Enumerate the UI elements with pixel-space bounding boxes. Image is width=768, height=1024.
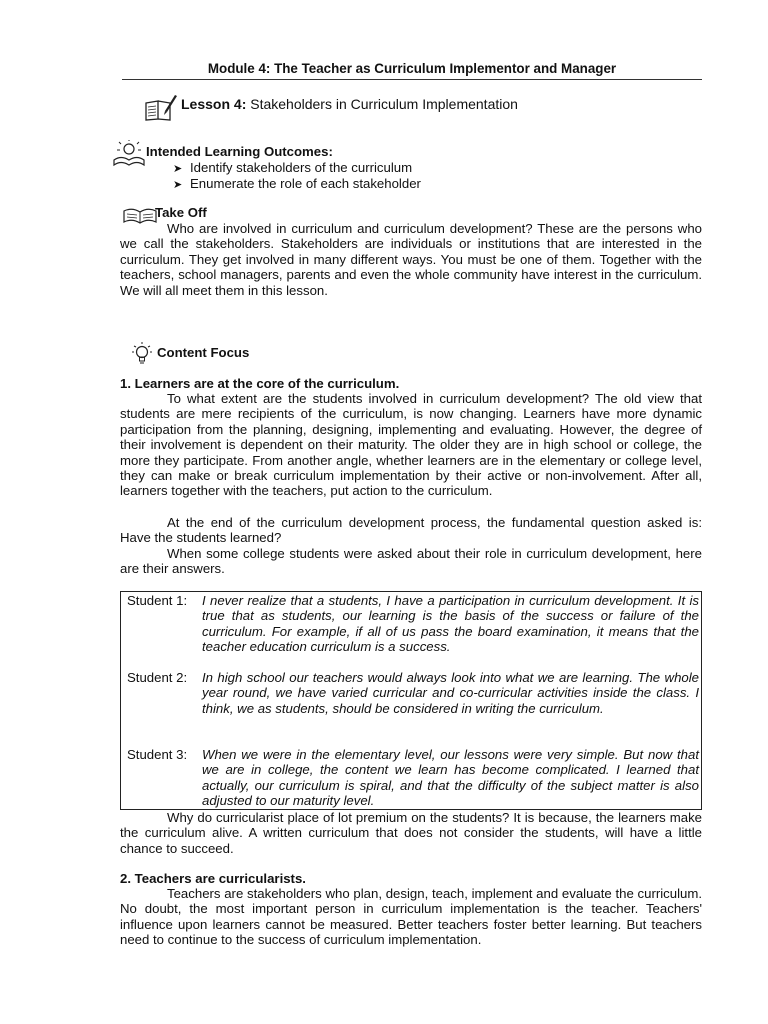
list-item: ➤ Identify stakeholders of the curriculum — [173, 160, 421, 176]
section-1-heading: 1. Learners are at the core of the curriculum. — [120, 376, 400, 391]
student-quotes-box — [120, 591, 702, 810]
section-2-heading: 2. Teachers are curricularists. — [120, 871, 306, 886]
student-quote-text: When we were in the elementary level, our lessons were very simple. But now that we are in college, the content we learn has become complicated. I learned that actually, our curriculum is spiral, and that the difficulty of the subject matter is also adjusted to our maturity level. — [202, 747, 699, 809]
title-divider — [122, 79, 702, 80]
take-off-title: Take Off — [155, 205, 207, 220]
lightbulb-icon — [131, 341, 153, 367]
outcomes-title: Intended Learning Outcomes: — [146, 144, 333, 159]
list-item: ➤ Enumerate the role of each stakeholder — [173, 176, 421, 192]
section-1-paragraph-3: When some college students were asked about their role in curriculum development, here are their answers. — [120, 546, 702, 577]
content-focus-title: Content Focus — [157, 345, 250, 360]
student-quote-text: In high school our teachers would always look into what we are learning. The whole year round, we have varied curricular and co-curricular activities inside the class. I think, we as students, should be considered in writing the curriculum. — [202, 670, 699, 716]
lesson-title-line — [181, 97, 518, 112]
module-title: Module 4: The Teacher as Curriculum Implementor and Manager — [207, 61, 617, 76]
student-quote-text: I never realize that a students, I have a participation in curriculum development. It is true that as students, our learning is the basis of the success or failure of the curriculum. For example, if all of us pass the board examination, it means that the teacher education curriculum is a success. — [202, 593, 699, 655]
lesson-title: Stakeholders in Curriculum Implementation — [250, 96, 518, 112]
outcomes-list — [173, 160, 421, 191]
student-name: Student 1: — [127, 593, 188, 608]
student-name: Student 3: — [127, 747, 188, 762]
section-2-paragraph-1: Teachers are stakeholders who plan, design, teach, implement and evaluate the curriculum. No doubt, the most important person in curriculum implementation is the teacher. Teachers' influence upon learners cannot be measured. Better teachers foster better learning. But teachers need to continue to the success of curriculum implementation. — [120, 886, 702, 948]
arrow-bullet-icon: ➤ — [173, 163, 183, 175]
open-book-lightbulb-icon — [112, 140, 146, 168]
arrow-bullet-icon: ➤ — [173, 178, 183, 191]
take-off-paragraph: Who are involved in curriculum and curriculum development? These are the persons who we call the stakeholders. Stakeholders are individuals or institutions that are interested in the curriculum. They get involved in many different ways. You must be one of them. Together with the teachers, school managers, parents and even the whole community have interest in the curriculum. We will all meet them in this lesson. — [120, 221, 702, 298]
section-1-paragraph-1: To what extent are the students involved in curriculum development? The old view that students are mere recipients of the curriculum, is now changing. Learners have more dynamic participation from the planning, designing, implementing and evaluating. However, the degree of their involvement is dependent on their maturity. The older they are in high school or college, the more they participate. From another angle, whether learners are in the elementary or college level, they can make or break curriculum implementation by their active or non-involvement. After all, learners together with the teachers, put action to the curriculum. — [120, 391, 702, 499]
lesson-label: Lesson 4: — [181, 96, 247, 112]
section-1-paragraph-4: Why do curricularist place of lot premium on the students? It is because, the learners make the curriculum alive. A written curriculum that does not consider the students, will have a little chance to succeed. — [120, 810, 702, 856]
book-pencil-icon — [144, 93, 178, 121]
student-name: Student 2: — [127, 670, 188, 685]
section-1-paragraph-2: At the end of the curriculum development process, the fundamental question asked is: Have the students learned? — [120, 515, 702, 546]
